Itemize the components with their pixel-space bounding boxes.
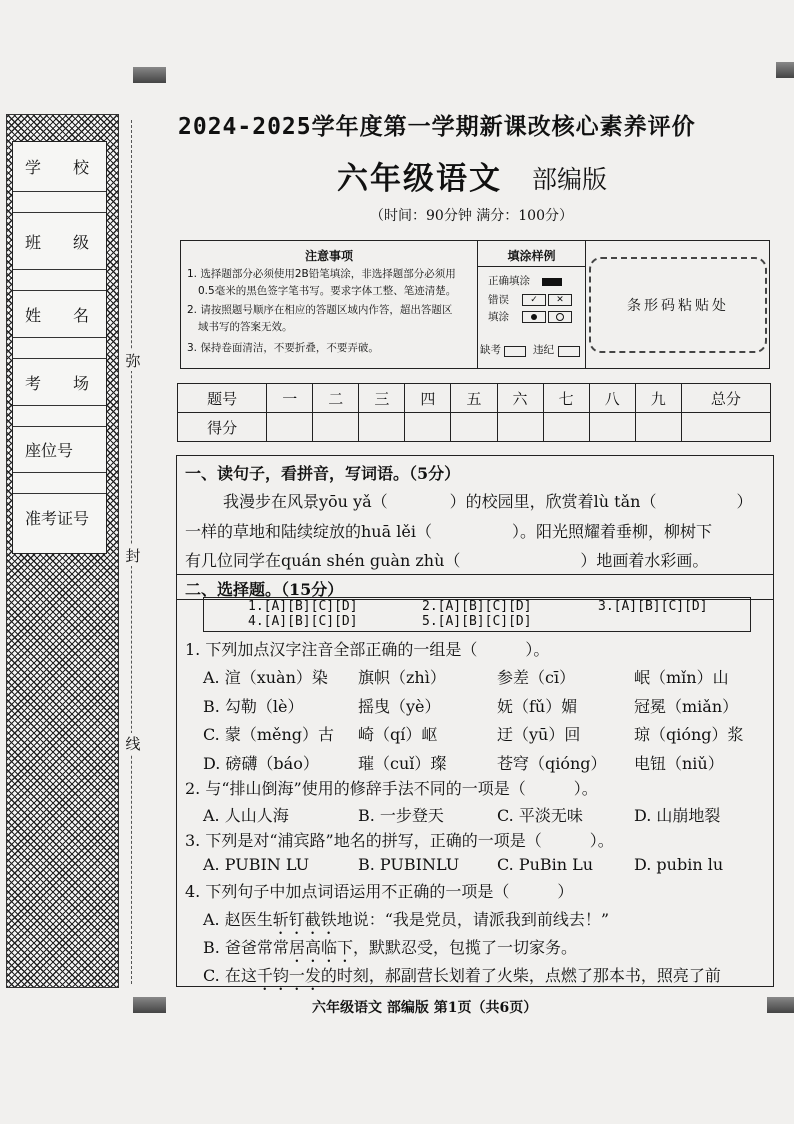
- q1-option: 岷（mǐn）山: [634, 668, 729, 687]
- notice-item: 2. 请按照题号顺序在相应的答题区域内作答，超出答题区: [187, 304, 453, 316]
- score-cell: [543, 413, 589, 442]
- score-table: [177, 383, 771, 442]
- section1-line: 一样的草地和陆续绽放的huā lěi（ ）。阳光照耀着垂柳，柳树下: [185, 522, 712, 541]
- check-mark-icon: ✓: [522, 294, 546, 306]
- info-class: 班 级: [13, 213, 106, 270]
- section1-line: 我漫步在风景yōu yǎ（ ）的校园里，欣赏着lù tǎn（ ）: [223, 492, 753, 511]
- info-seat: 座位号: [13, 427, 106, 473]
- info-blank: [13, 473, 106, 494]
- q1-option: 琼（qióng）浆: [634, 725, 744, 744]
- questions-box: [176, 455, 774, 987]
- q1-option: 旗帜（zhì）: [358, 668, 446, 687]
- notice-item: 3. 保持卷面清洁，不要折叠，不要弄破。: [187, 342, 379, 354]
- q3-option: B. PUBINLU: [358, 855, 460, 874]
- registration-mark-top-left: [133, 67, 166, 83]
- score-col: 三: [359, 384, 405, 413]
- wrong-fill-label-1: 错误: [488, 294, 509, 306]
- q3-option: A. PUBIN LU: [203, 855, 310, 874]
- answer-choice-row[interactable]: 3.[A][B][C][D]: [598, 599, 708, 614]
- score-col: 二: [313, 384, 359, 413]
- q1-option: B. 勾勒（lè）: [203, 697, 304, 716]
- q1-stem: 1. 下列加点汉字注音全部正确的一组是（ ）。: [185, 640, 550, 659]
- notice-item: 域书写的答案无效。: [198, 321, 293, 333]
- notice-title: 注意事项: [304, 249, 353, 263]
- answer-choice-row[interactable]: 1.[A][B][C][D]: [248, 599, 358, 614]
- edition-label: 部编版: [532, 165, 608, 194]
- info-blank: [13, 270, 106, 291]
- score-cell: [635, 413, 681, 442]
- score-col: 总分: [681, 384, 770, 413]
- info-exam-number: 准考证号: [25, 508, 90, 528]
- section-divider: [177, 574, 773, 575]
- seal-char-2: 封: [125, 547, 141, 565]
- subject-title: 六年级语文: [337, 161, 502, 197]
- score-col: 六: [497, 384, 543, 413]
- answer-choice-row[interactable]: 4.[A][B][C][D]: [248, 614, 358, 629]
- score-col: 八: [589, 384, 635, 413]
- answer-choice-row[interactable]: 2.[A][B][C][D]: [422, 599, 532, 614]
- score-cell: [405, 413, 451, 442]
- q2-stem: 2. 与“排山倒海”使用的修辞手法不同的一项是（ ）。: [185, 779, 598, 798]
- cross-mark-icon: ✕: [548, 294, 572, 306]
- seal-char-1: 弥: [125, 352, 141, 370]
- answer-choice-row[interactable]: 5.[A][B][C][D]: [422, 614, 532, 629]
- absent-checkbox: [504, 346, 526, 357]
- q1-option: 璀（cuǐ）璨: [358, 754, 447, 773]
- exam-title: 2024-2025学年度第一学期新课改核心素养评价: [178, 114, 696, 140]
- info-blank: [13, 406, 106, 427]
- registration-mark-bottom-right: [767, 997, 794, 1013]
- registration-mark-top-right: [776, 62, 794, 78]
- q2-option: D. 山崩地裂: [634, 806, 721, 825]
- q1-option: 参差（cī）: [497, 668, 576, 687]
- section2-title: 二、选择题。（15分）: [185, 580, 344, 599]
- q4-option-b: B. 爸爸常常居高临下，默默忍受，包揽了一切家务。: [203, 938, 577, 957]
- score-cell: [359, 413, 405, 442]
- q1-option: A. 渲（xuàn）染: [203, 668, 328, 687]
- violation-label: 违纪: [533, 344, 554, 356]
- score-col: 五: [451, 384, 497, 413]
- q4-option-a: A. 赵医生斩钉截铁地说：“我是党员，请派我到前线去！”: [203, 910, 610, 929]
- q1-option: 崎（qí）岖: [358, 725, 438, 744]
- score-row-label: 得分: [178, 413, 267, 442]
- correct-fill-label: 正确填涂: [488, 275, 530, 287]
- score-cell: [589, 413, 635, 442]
- score-col: 一: [267, 384, 313, 413]
- score-cell: [681, 413, 770, 442]
- score-row: [178, 413, 771, 442]
- q2-option: B. 一步登天: [358, 806, 444, 825]
- registration-mark-bottom-left: [133, 997, 166, 1013]
- notice-item: 1. 选择题部分必须使用2B铅笔填涂，非选择题部分必须用: [187, 268, 456, 280]
- score-header-label: 题号: [178, 384, 267, 413]
- q1-option: C. 蒙（měng）古: [203, 725, 335, 744]
- q1-option: 迂（yū）回: [497, 725, 581, 744]
- seal-char-3: 线: [125, 735, 141, 753]
- q4-stem: 4. 下列句子中加点词语运用不正确的一项是（ ）: [185, 882, 574, 901]
- sample-column: [478, 241, 586, 368]
- score-cell: [313, 413, 359, 442]
- q3-option: C. PuBin Lu: [497, 855, 594, 874]
- info-blank: [13, 192, 106, 213]
- info-exam-room: 考 场: [13, 359, 106, 406]
- score-cell: [451, 413, 497, 442]
- q3-stem: 3. 下列是对“浦宾路”地名的拼写，正确的一项是（ ）。: [185, 831, 614, 850]
- q1-option: 冠冕（miǎn）: [634, 697, 739, 716]
- q4-option-c: C. 在这千钧一发的时刻，郝副营长划着了火柴，点燃了那本书，照亮了前: [203, 966, 721, 985]
- q3-option: D. pubin lu: [634, 855, 724, 874]
- absent-label: 缺考: [480, 344, 501, 356]
- score-col: 九: [635, 384, 681, 413]
- q2-option: C. 平淡无味: [497, 806, 583, 825]
- notice-box: [180, 240, 770, 369]
- q1-option: 摇曳（yè）: [358, 697, 441, 716]
- time-info: （时间：90分钟 满分：100分）: [370, 208, 573, 224]
- student-info-box: [12, 141, 107, 554]
- circle-mark-icon: [548, 311, 572, 323]
- sample-title: 填涂样例: [507, 249, 556, 263]
- q1-option: 妩（fǔ）媚: [497, 697, 578, 716]
- page-footer: 六年级语文 部编版 第1页（共6页）: [312, 1000, 538, 1016]
- q1-option: 电钮（niǔ）: [634, 754, 724, 773]
- dot-mark-icon: [522, 311, 546, 323]
- filled-sample-icon: [542, 278, 562, 286]
- notice-item: 0.5毫米的黑色签字笔书写。要求字体工整、笔迹清楚。: [198, 285, 457, 297]
- info-blank: [13, 338, 106, 359]
- info-name: 姓 名: [13, 291, 106, 338]
- info-school: 学 校: [13, 142, 106, 192]
- section1-title: 一、读句子，看拼音，写词语。（5分）: [185, 464, 461, 483]
- q2-option: A. 人山人海: [203, 806, 289, 825]
- score-header-row: [178, 384, 771, 413]
- score-col: 七: [543, 384, 589, 413]
- score-cell: [267, 413, 313, 442]
- score-col: 四: [405, 384, 451, 413]
- notice-column: [181, 241, 478, 368]
- section1-line: 有几位同学在quán shén guàn zhù（ ）地画着水彩画。: [185, 551, 709, 570]
- violation-checkbox: [558, 346, 580, 357]
- divider: [478, 266, 585, 267]
- wrong-fill-label-2: 填涂: [488, 311, 509, 323]
- barcode-area: 条形码粘贴处: [589, 257, 767, 353]
- q1-option: D. 磅礴（báo）: [203, 754, 319, 773]
- score-cell: [497, 413, 543, 442]
- answer-sheet: [203, 597, 751, 632]
- q1-option: 苍穹（qióng）: [497, 754, 607, 773]
